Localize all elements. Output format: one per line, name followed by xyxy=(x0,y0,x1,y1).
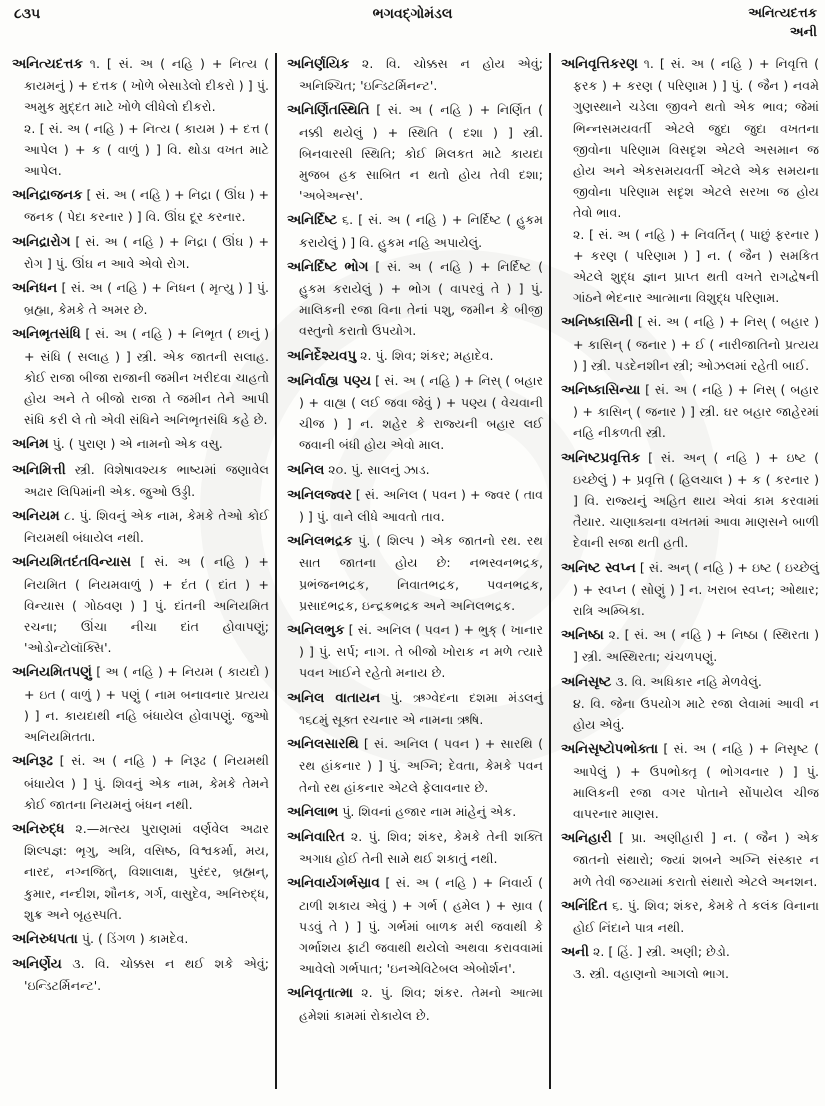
entry-definition: [ પ્રા. અણીહારી ] ન. ( જૈન ) એક જાતનો સંથારો; જ્યાં શબને અગ્નિ સંસ્કાર ન મળે તેવી જગ્યામાં કરાતો સંથારો એટલે અનશન. xyxy=(573,830,819,889)
dictionary-sense xyxy=(561,963,819,984)
entry-definition: ૨૦. પું. સાલનું ઝાડ. xyxy=(324,461,430,477)
entry-headword: અનિષ્ટ સ્વપ્ન xyxy=(561,560,636,576)
dictionary-entry xyxy=(287,801,543,823)
entry-definition: [ સં. અનિલ ( પવન ) + જ્વર ( તાવ ) ] પું. વાને લીધે આવતો તાવ. xyxy=(299,486,543,525)
entry-definition: પું. શિવનાં હજાર નામ માંહેનું એક. xyxy=(338,803,517,819)
entry-headword: અનિવારિત xyxy=(287,829,345,845)
entry-definition: ૨.—મત્સ્ય પુરાણમાં વર્ણવેલ અઢાર શિલ્પજ્ઞ: ભૃગુ, અત્રિ, વસિષ્ઠ, વિશ્વકર્મા, મય, નારદ, નગ્નજિત્, વિશાલાક્ષ, પુરંદર, બ્રહ્મન્, કુમાર, નન્દીશ, શૌનક, ગર્ગ, વાસુદેવ, અનિરુદ્ધ, શુક્ર અને બૃહસ્પતિ. xyxy=(24,820,269,922)
entry-definition: પું. ( પુરાણ ) એ નામનો એક વસુ. xyxy=(48,436,223,452)
entry-headword: અનિદ્રારોગ xyxy=(12,234,71,250)
entry-headword: અનિરૂઢ xyxy=(12,754,53,770)
dictionary-sense xyxy=(561,224,819,309)
entry-headword: અનિલ વાતાયન xyxy=(287,690,381,706)
entry-definition: ૧. [ સં. અ ( નહિ ) + નિત્ય ( કાયમનું ) + દત્તક ( ખોળે બેસાડેલો દીકરો ) ] પું. અમુક મુદ્દત માટે ખોળે લીધેલો દીકરો. xyxy=(24,56,269,115)
entry-headword: અનિરુધપતા xyxy=(12,931,78,947)
entry-definition: [ સં. અ ( નહિ ) + નિસૃષ્ટ ( આપેલું ) + ઉપભોક્તૃ ( ભોગવનાર ) ] પું. માલિકની રજા વગર પોતાને સોંપાયેલ ચીજ વાપરનાર માણસ. xyxy=(573,741,819,821)
dictionary-entry xyxy=(12,928,269,950)
dictionary-entry xyxy=(561,311,819,376)
dictionary-entry xyxy=(287,687,543,730)
dictionary-entry xyxy=(12,818,269,925)
entry-definition: [ સં. અનિલ ( પવન ) + સારથિ ( રથ હાંકનાર ) ] પું. અગ્નિ; દેવતા, કેમકે પવન તેનો રથ હાંકનાર એટલે ફેલાવનાર છે. xyxy=(299,736,543,795)
entry-definition: ૩. વિ. અધિકાર નહિ મેળવેલું. xyxy=(611,673,762,689)
dictionary-entry xyxy=(561,53,819,224)
entry-definition: ૨. પું. શિવ; શંકર. તેમનો આત્મા હમેશાં કામમાં રોકાયેલ છે. xyxy=(299,985,543,1023)
dictionary-entry xyxy=(561,895,819,938)
guide-word-first: અનિત્યદત્તક xyxy=(748,6,817,21)
entry-definition: [ સં. અ ( નહિ ) + નિર્ણિત ( નક્કી થયેલું ) + સ્થિતિ ( દશા ) ] સ્ત્રી. બિનવારસી સ્થિતિ; કોઈ મિલકત માટે કાયદા મુજબ હક સાબિત ન થતો હોય તેવી દશા; 'અબેઅન્સ'. xyxy=(299,102,543,204)
entry-headword: અનિસૃષ્ટોપભોક્તા xyxy=(561,742,659,758)
entry-headword: અનિહારી xyxy=(561,831,612,847)
entry-headword: અનિમિત્તી xyxy=(12,462,66,478)
entry-definition: ૨. પું. શિવ; શંકર, કેમકે તેની શક્તિ અગાધ હોઈ તેની સામે થઈ શકાતું નથી. xyxy=(299,828,543,867)
dictionary-entry xyxy=(287,370,543,456)
entry-headword: અની xyxy=(561,945,589,961)
dictionary-entry xyxy=(12,661,269,747)
entry-headword: અનિષ્ઠા xyxy=(561,628,604,644)
entry-definition: [ સં. અ ( નહિ ) + નિધન ( મૃત્યુ ) ] પું. બ્રહ્મા, કેમકે તે અમર છે. xyxy=(24,280,269,318)
dictionary-entry xyxy=(287,53,543,96)
entry-definition: [ સં. અન્ ( નહિ ) + ઇષ્ટ ( ઇચ્છેલું ) + પ્રવૃત્તિ ( હિલચાલ ) + ક ( કરનાર ) ] વિ. રાજ્યનું અહિત થાય એવાં કામ કરવામાં તૈયાર. ચાણાક્યના વખતમાં આવા માણસને બાળી દેવાની સજા થતી હતી. xyxy=(573,449,819,551)
dictionary-columns xyxy=(0,53,825,1089)
guide-words xyxy=(748,4,817,42)
dictionary-entry xyxy=(287,982,543,1025)
entry-definition: ૩. વિ. ચોક્કસ ન થઈ શકે એવું; 'ઇન્ડિટર્મિનન્ટ'. xyxy=(24,956,269,994)
column-middle xyxy=(275,53,549,1089)
entry-definition: પું. ( ડિંગળ ) કામદેવ. xyxy=(77,930,189,946)
entry-definition: [ સં. અન્ ( નહિ ) + ઇષ્ટ ( ઇચ્છેલું ) + સ્વપ્ન ( સોણું ) ] ન. ખરાબ સ્વપ્ન; ઓથાર; રાત્રિ અમ્બિકા. xyxy=(573,559,819,619)
entry-definition: [ સં. અ ( નહિ ) + નિસ્ ( બહાર ) + કાસિન્ ( જનાર ) ] સ્ત્રી. ઘર બહાર જાહેરમાં નહિ નીકળતી સ્ત્રી. xyxy=(573,382,819,441)
entry-headword: અનિયમિતપણું xyxy=(12,665,92,681)
entry-definition: ૨. પું. શિવ; શંકર; મહાદેવ. xyxy=(356,347,494,363)
dictionary-entry xyxy=(12,53,269,118)
entry-headword: અનિલાભ xyxy=(287,804,339,820)
dictionary-entry xyxy=(561,624,819,667)
dictionary-entry xyxy=(287,619,543,684)
entry-headword: અનિવાર્યગર્ભસ્રાવ xyxy=(287,876,380,892)
dictionary-entry xyxy=(561,379,819,444)
entry-definition: ૨. વિ. ચોક્કસ ન હોય એવું; અનિશ્ચિત; 'ઇન્ડિટર્મિનન્ટ'. xyxy=(299,56,543,94)
entry-headword: અનિલસારથિ xyxy=(287,737,359,753)
dictionary-entry xyxy=(561,557,819,622)
entry-definition: ૩. સ્ત્રી. વહાણનો આગલો ભાગ. xyxy=(573,966,730,982)
entry-headword: અનિર્દિષ્ટ ભોગ xyxy=(287,259,369,275)
entry-headword: અનિમ xyxy=(12,437,49,453)
entry-definition: [ સં. અ ( નહિ ) + નિભૃત ( છાનું ) + સંધિ ( સલાહ ) ] સ્ત્રી. એક જાતની સલાહ. કોઈ રાજા બીજા રાજાની જમીન ખરીદવા ચાહતો હોય અને તે બીજો રાજા તે જમીન તેને આપી સંધિ કરી લે તો એવી સંધિને અનિભૃતસંધિ કહે છે. xyxy=(24,326,269,428)
dictionary-entry xyxy=(561,941,819,963)
entry-definition: [ સં. અ ( નહિ ) + નિદ્રા ( ઊંઘ ) + રોગ ] પું. ઊંઘ ન આવે એવો રોગ. xyxy=(24,233,269,271)
entry-definition: [ સં. અ ( નહિ ) + નિદ્રા ( ઊંઘ ) + જનક ( પેદા કરનાર ) ] વિ. ઊંઘ દૂર કરનાર. xyxy=(24,187,269,225)
entry-definition: [ સં. અ ( નહિ ) + નિવાર્ય ( ટાળી શકાય એવું ) + ગર્ભ ( હમેલ ) + સ્રાવ ( પડવું તે ) ] પું. ગર્ભમાં બાળક મરી જવાથી કે ગર્ભાશય ફાટી જવાથી થયેલો અથવા કરાવવામાં આવેલો ગર્ભપાત; 'ઇનએવિટેબલ એબોર્શન'. xyxy=(299,875,543,977)
entry-headword: અનિલભદ્રક xyxy=(287,534,353,550)
page-number: ૮૩૫ xyxy=(14,6,41,22)
column-left xyxy=(0,53,275,1089)
dictionary-entry xyxy=(561,827,819,892)
dictionary-entry xyxy=(12,505,269,548)
entry-definition: ૬. [ સં. અ ( નહિ ) + નિર્દિષ્ટ ( હુકમ કરાયેલું ) ] વિ. હુકમ નહિ અપાયેલું. xyxy=(299,212,543,250)
dictionary-entry xyxy=(12,459,269,502)
dictionary-entry xyxy=(561,447,819,554)
dictionary-entry xyxy=(287,459,543,481)
dictionary-entry xyxy=(287,826,543,869)
entry-definition: ૨. [ સં. અ ( નહિ ) + નિવર્તિન્ ( પાછું ફરનાર ) + કરણ ( પરિણામ ) ] ન. ( જૈન ) સમકિત એટલે શુદ્ધ જ્ઞાન પ્રાપ્ત થતી વખતે રાગદ્વેષની ગાંઠને ભેદનાર આત્માના વિશુદ્ધ પરિણામ. xyxy=(573,226,819,306)
entry-definition: [ સં. અ ( નહિ ) + નિસ્ ( બહાર ) + કાસિન્ ( જનાર ) + ઈ ( નારીજાતિનો પ્રત્યય ) ] સ્ત્રી. પડદેનશીન સ્ત્રી; ઓઝલમાં રહેતી બાઈ. xyxy=(573,314,819,373)
entry-headword: અનિલજ્વર xyxy=(287,487,352,503)
entry-definition: પું. ( શિલ્પ ) એક જાતનો રથ. રથ સાત જાતના હોય છે: નભસ્વનભદ્રક, પ્રભંજનભદ્રક, નિવાતભદ્રક, પવનભદ્રક, પ્રસાદભદ્રક, ઇન્દ્રકભદ્રક અને અનિલભદ્રક. xyxy=(299,533,543,613)
dictionary-entry xyxy=(287,345,543,367)
entry-definition: ૨. [ સં. અ ( નહિ ) + નિષ્ઠા ( સ્થિરતા ) ] સ્ત્રી. અસ્થિરતા; ચંચળપણું. xyxy=(573,627,819,665)
dictionary-entry xyxy=(12,277,269,320)
entry-definition: પું. ઋગ્વેદના દશમા મંડલનું ૧૬૮મું સૂક્ત રચનાર એ નામના ઋષિ. xyxy=(299,689,543,727)
dictionary-entry xyxy=(12,953,269,996)
entry-definition: [ સં. અ ( નહિ ) + નિસ્ ( બહાર ) + વાહ્ય ( લઈ જવા જેવું ) + પણ્ય ( વેચવાની ચીજ ) ] ન. શહેર કે રાજ્યની બહાર લઈ જવાની બંધી હોય એવો માલ. xyxy=(299,372,543,453)
entry-headword: અનિલભુક xyxy=(287,623,345,639)
entry-headword: અનિષ્ટપ્રવૃત્તિક xyxy=(561,450,641,466)
dictionary-entry xyxy=(12,231,269,274)
dictionary-entry xyxy=(287,99,543,206)
dictionary-entry xyxy=(287,530,543,616)
entry-definition: ૨. [ હિં. ] સ્ત્રી. અણી; છેડો. xyxy=(588,944,730,960)
dictionary-sense xyxy=(12,118,269,182)
entry-headword: અનિયમિતદંતવિન્યાસ xyxy=(12,555,131,571)
running-title: ભગવદ્ગોમંડલ xyxy=(372,6,453,22)
entry-headword: અનિર્ણેય xyxy=(12,957,62,973)
entry-definition: [ અ ( નહિ ) + નિયમ ( કાયદો ) + ઇત ( વાળું ) + પણું ( નામ બનાવનાર પ્રત્યય ) ] ન. કાયદાથી નહિ બંધાયેલ હોવાપણું. જુઓ અનિયમિતતા. xyxy=(24,664,269,745)
dictionary-entry xyxy=(12,551,269,658)
entry-definition: [ સં. અનિલ ( પવન ) + ભુક્ ( ખાનાર ) ] પું. સર્પ; નાગ. તે બીજો ખોરાક ન મળે ત્યારે પવન ખાઈને રહેતો મનાય છે. xyxy=(299,622,543,681)
entry-headword: અનિર્દેશ્યવપુ xyxy=(287,348,357,364)
entry-headword: અનિત્યદત્તક xyxy=(12,57,83,72)
entry-definition: ૨. [ સં. અ ( નહિ ) + નિત્ય ( કાયમ ) + દત્ત ( આપેલ ) + ક ( વાળું ) ] વિ. થોડા વખત માટે આપેલ. xyxy=(24,120,269,179)
dictionary-sense xyxy=(561,693,819,735)
entry-headword: અનિયમ xyxy=(12,509,60,525)
entry-headword: અનિસૃષ્ટ xyxy=(561,674,612,690)
page-header xyxy=(0,0,825,50)
entry-headword: અનિવૃત્તિકરણ xyxy=(561,57,638,72)
entry-headword: અનિર્વાહ્ય પણ્ય xyxy=(287,373,371,389)
entry-headword: અનિંદિત xyxy=(561,898,608,914)
entry-definition: [ સં. અ ( નહિ ) + નિયમિત ( નિયમવાળું ) + દંત ( દાંત ) + વિન્યાસ ( ગોઠવણ ) ] પું. દાંતની અનિયમિત રચના; ઊંચા નીચા દાંત હોવાપણું; 'ઓડોન્ટોલૉક્સિ'. xyxy=(24,554,269,656)
entry-definition: ૧. [ સં. અ ( નહિ ) + નિવૃત્તિ ( ફરક ) + કરણ ( પરિણામ ) ] પું. ( જૈન ) નવમે ગુણસ્થાને ચડેલા જીવને થતો એક ભાવ; જેમાં ભિન્નસમયવર્તી એટલે જુદા જુદા વખતના જીવોના પરિણામ વિસદૃશ એટલે અસમાન જ હોય અને એકસમયવર્તી એટલે એક સમયના જીવોના પરિણામ સદૃશ એટલે સરખા જ હોય તેવો ભાવ. xyxy=(573,56,819,221)
dictionary-entry xyxy=(12,323,269,430)
entry-definition: ૪. વિ. જેના ઉપયોગ માટે રજા લેવામાં આવી ન હોય એવું. xyxy=(573,695,819,733)
entry-headword: અનિષ્કાસિની xyxy=(561,315,634,331)
dictionary-entry xyxy=(12,184,269,227)
entry-headword: અનિર્ણયિક xyxy=(287,57,350,72)
entry-headword: અનિરુદ્ધ xyxy=(12,821,65,837)
entry-definition: ૮. પું. શિવનું એક નામ, કેમકે તેઓ કોઈ નિયમથી બંધાયેલ નથી. xyxy=(24,508,269,546)
dictionary-entry xyxy=(561,738,819,824)
entry-headword: અનિર્ણિતસ્થિતિ xyxy=(287,103,370,119)
dictionary-entry xyxy=(12,750,269,815)
entry-headword: અનિભૃતસંધિ xyxy=(12,327,81,343)
guide-word-last: અની xyxy=(789,25,817,40)
column-right xyxy=(549,53,825,1089)
dictionary-entry xyxy=(561,671,819,693)
entry-definition: સ્ત્રી. વિશેષાવશ્યક ભાષ્યમાં જણાવેલ અઢાર લિપિમાંની એક. જુઓ ઉડ્ડી. xyxy=(24,461,269,499)
entry-headword: અનિધન xyxy=(12,281,58,297)
dictionary-entry xyxy=(287,872,543,979)
entry-headword: અનિદ્રાજનક xyxy=(12,188,83,204)
entry-definition: [ સં. અ ( નહિ ) + નિરૂઢ ( નિયમથી બંધાયેલ ) ] પું. શિવનું એક નામ, કેમકે તેમને કોઈ જાતના નિયમનું બંધન નથી. xyxy=(24,753,269,812)
entry-headword: અનિલ xyxy=(287,462,325,478)
dictionary-entry xyxy=(287,484,543,527)
entry-definition: ૬. પું. શિવ; શંકર, કેમકે તે કલંક વિનાના હોઈ નિંદાને પાત્ર નથી. xyxy=(573,897,819,935)
entry-headword: અનિર્દિષ્ટ xyxy=(287,213,337,229)
dictionary-entry xyxy=(287,209,543,252)
dictionary-entry xyxy=(287,733,543,798)
entry-definition: [ સં. અ ( નહિ ) + નિર્દિષ્ટ ( હુકમ કરાયેલું ) + ભોગ ( વાપરવું તે ) ] પું. માલિકની રજા વિના તેનાં પશુ, જમીન કે બીજી વસ્તુનો કરાતો ઉપયોગ. xyxy=(299,258,543,339)
dictionary-entry xyxy=(287,256,543,342)
entry-headword: અનિષ્કાસિન્યા xyxy=(561,383,641,399)
entry-headword: અનિવૃતાત્મા xyxy=(287,986,353,1002)
dictionary-entry xyxy=(12,433,269,455)
